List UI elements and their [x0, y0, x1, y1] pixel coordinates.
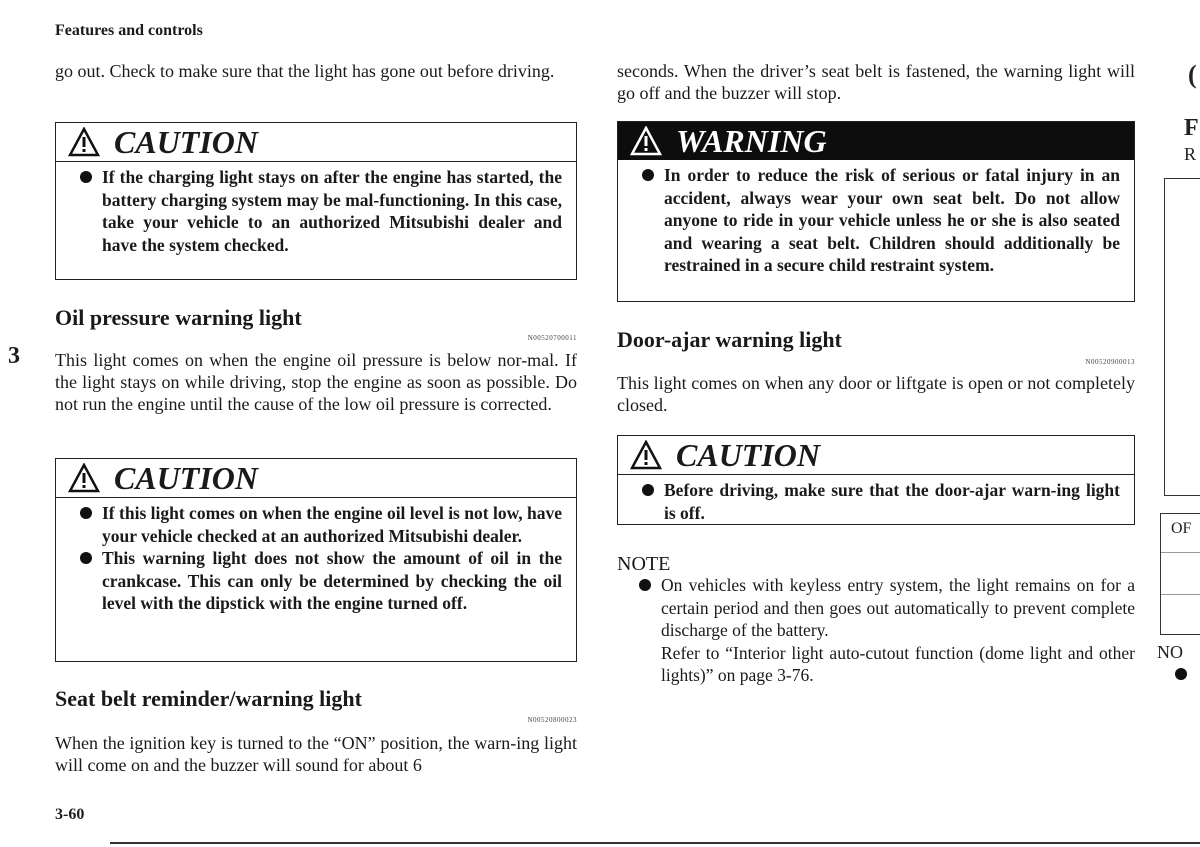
caution-box-oil	[55, 458, 577, 662]
chapter-marker: 3	[8, 343, 20, 369]
edge-fragment: F	[1184, 115, 1199, 141]
caution-title-row	[56, 123, 576, 162]
oil-pressure-heading: Oil pressure warning light	[55, 305, 302, 330]
footer-rule	[110, 842, 1200, 844]
edge-fragment: (	[1188, 60, 1197, 89]
note-item-text: On vehicles with keyless entry system, the light remains on for a certain period and then goes out automatically to prevent complete discharge of the battery.	[661, 575, 1135, 641]
section-header: Features and controls	[55, 22, 203, 39]
caution-title-row	[56, 459, 576, 498]
caution-item-text: If the charging light stays on after the engine has started, the battery charging system may be mal-functioning. In this case, take your vehicle to an authorized Mitsubishi dealer and have the system checked.	[102, 167, 562, 255]
note-item	[637, 574, 1135, 642]
bullet-icon	[80, 171, 92, 183]
oil-pressure-ref-code: N00520700011	[527, 334, 577, 342]
edge-box-fragment	[1164, 178, 1200, 496]
caution-item-text: Before driving, make sure that the door-ajar warn-ing light is off.	[664, 480, 1120, 523]
caution-item-text: This warning light does not show the amount of oil in the crankcase. This can only be determined by checking the oil level with the dipstick with the engine turned off.	[102, 548, 562, 614]
warning-title: WARNING	[676, 123, 827, 159]
warning-title-row	[618, 122, 1134, 160]
seatbelt-body: When the ignition key is turned to the “ON” position, the warn-ing light will come on and the buzzer will sound for about 6	[55, 733, 577, 775]
warning-triangle-icon	[630, 126, 662, 156]
warning-triangle-icon	[68, 463, 100, 493]
oil-pressure-body: This light comes on when the engine oil pressure is below nor-mal. If the light stays on while driving, stop the engine as soon as possible. Do not run the engine until the cause of the low oil pressure is corrected.	[55, 350, 577, 414]
caution-box-charging	[55, 122, 577, 280]
warning-item	[640, 164, 1120, 277]
note-item-text: Refer to “Interior light auto-cutout function (dome light and other lights)” on page 3-76.	[661, 642, 1135, 686]
door-ajar-ref-code: N00520900013	[1085, 358, 1135, 366]
bullet-icon	[80, 552, 92, 564]
caution-title: CAUTION	[676, 437, 821, 473]
caution-title-row	[618, 436, 1134, 475]
warning-triangle-icon	[630, 440, 662, 470]
caution-item-text: If this light comes on when the engine oil level is not low, have your vehicle checked at an authorized Mitsubishi dealer.	[102, 503, 562, 546]
door-ajar-body: This light comes on when any door or liftgate is open or not completely closed.	[617, 373, 1135, 415]
intro-paragraph: go out. Check to make sure that the light has gone out before driving.	[55, 61, 555, 81]
caution-box-door	[617, 435, 1135, 525]
edge-table-fragment	[1160, 513, 1200, 635]
page-number: 3-60	[55, 806, 85, 823]
door-ajar-heading: Door-ajar warning light	[617, 327, 842, 352]
seatbelt-ref-code: N00520800023	[527, 716, 577, 724]
edge-fragment: R	[1184, 144, 1197, 164]
note-item	[637, 642, 1135, 687]
edge-fragment: NO	[1157, 642, 1183, 662]
bullet-icon	[642, 484, 654, 496]
edge-fragment: OF	[1171, 520, 1192, 537]
caution-item	[78, 547, 562, 615]
caution-item	[78, 166, 562, 256]
seatbelt-continuation: seconds. When the driver’s seat belt is fastened, the warning light will go off and the buzzer will stop.	[617, 61, 1135, 103]
bullet-icon	[80, 507, 92, 519]
bullet-icon	[639, 579, 651, 591]
note-list	[637, 574, 1135, 687]
caution-title: CAUTION	[114, 460, 259, 496]
note-label: NOTE	[617, 553, 671, 575]
caution-item	[640, 479, 1120, 524]
seatbelt-heading: Seat belt reminder/warning light	[55, 686, 362, 711]
caution-item	[78, 502, 562, 547]
warning-box-seatbelt	[617, 121, 1135, 302]
warning-triangle-icon	[68, 127, 100, 157]
bullet-icon	[1175, 668, 1187, 680]
warning-item-text: In order to reduce the risk of serious or fatal injury in an accident, always wear your own seat belt. Do not allow anyone to ride in your vehicle unless he or she is also seated and wearing a seat belt. Children should additionally be restrained in a secure child restraint system.	[664, 165, 1120, 276]
bullet-icon	[642, 169, 654, 181]
caution-title: CAUTION	[114, 124, 259, 160]
